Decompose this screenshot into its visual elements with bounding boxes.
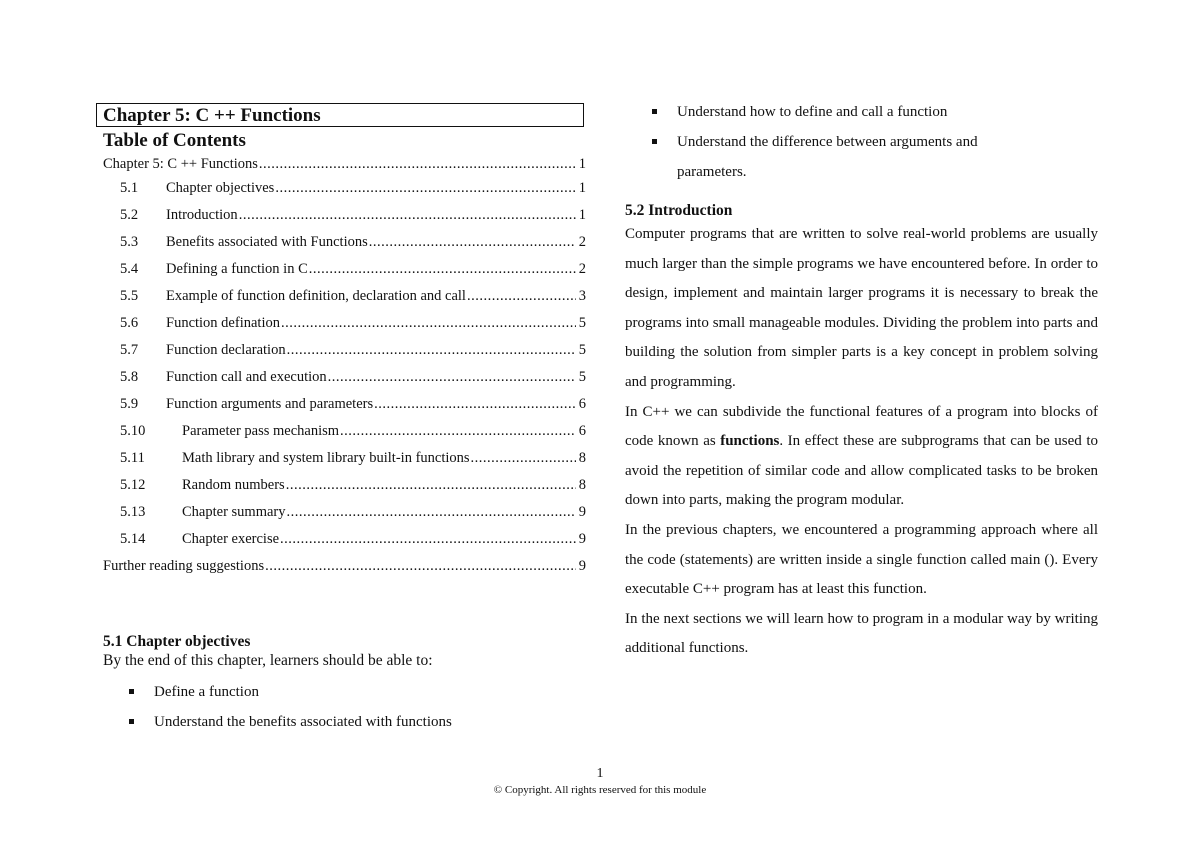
paragraph: [625, 398, 1098, 516]
list-item: [625, 127, 1100, 187]
list-item: [96, 683, 586, 713]
toc-leader: [239, 206, 576, 224]
toc-entry-page: 1: [578, 207, 586, 223]
page-number: 1: [596, 766, 604, 781]
toc-leader: [467, 287, 576, 305]
toc-entry[interactable]: [96, 260, 586, 287]
toc-entry-page: 3: [578, 288, 586, 304]
bullet-square-icon: [129, 719, 134, 724]
toc-leader: [287, 503, 577, 521]
toc-entry[interactable]: [96, 530, 586, 557]
toc-entry-page: 5: [578, 342, 586, 358]
toc-entry-number: 5.4: [120, 261, 139, 277]
toc-entry[interactable]: [96, 179, 586, 206]
toc-leader: [265, 557, 576, 575]
toc-entry-label: Parameter pass mechanism: [182, 423, 340, 439]
toc-entry-number: 5.10: [120, 423, 146, 439]
toc-entry-page: 2: [578, 234, 586, 250]
objectives-intro: By the end of this chapter, learners should be able to:: [103, 652, 433, 669]
toc-leader: [340, 422, 576, 440]
introduction-body: [625, 220, 1098, 664]
toc-leader: [259, 155, 576, 173]
toc-entry[interactable]: [96, 476, 586, 503]
toc-leader: [369, 233, 576, 251]
toc-entry[interactable]: [96, 449, 586, 476]
toc-entry-number: 5.6: [120, 315, 139, 331]
toc-entry-label: Function declaration: [166, 342, 286, 358]
toc-entry-number: 5.2: [120, 207, 139, 223]
toc-entry-page: 6: [578, 396, 586, 412]
toc-leader: [374, 395, 576, 413]
paragraph-text: . In effect these are subprograms that can be used to avoid the repetition of similar code and allow complicated tasks to be broken down into parts, making the program modular.: [625, 433, 1098, 509]
toc-entry[interactable]: [96, 395, 586, 422]
toc-leader: [471, 449, 576, 467]
toc-entry[interactable]: [96, 206, 586, 233]
toc-entry-label: Further reading suggestions: [103, 558, 265, 574]
list-item-text: Understand the benefits associated with functions: [154, 714, 452, 730]
bullet-square-icon: [652, 139, 657, 144]
toc-leader: [286, 476, 576, 494]
paragraph: In the next sections we will learn how to program in a modular way by writing additional functions.: [625, 610, 1098, 657]
paragraph: In the previous chapters, we encountered a programming approach where all the code (statements) are written inside a single function called main (). Every executable C++ program has at least this function.: [625, 521, 1098, 598]
toc-entry-page: 9: [578, 504, 586, 520]
toc-entry-label: Function arguments and parameters: [166, 396, 374, 412]
toc-entry-page: 2: [578, 261, 586, 277]
toc-entry-number: 5.1: [120, 180, 139, 196]
toc-entry-number: 5.3: [120, 234, 139, 250]
toc-title: Table of Contents: [103, 130, 246, 151]
toc-entry-label: Benefits associated with Functions: [166, 234, 368, 250]
toc-entry-number: 5.9: [120, 396, 139, 412]
list-item-text: Define a function: [154, 684, 259, 700]
toc-leader: [280, 530, 576, 548]
paragraph: Computer programs that are written to solve real-world problems are usually much larger than the simple programs we have encountered before. In order to design, implement and maintain larger programs it is necessary to break the programs into small manageable modules. Dividing the problem into parts and building the solution from simpler parts is a key concept in problem solving and programming.: [625, 226, 1098, 390]
toc-entry[interactable]: [96, 155, 586, 179]
toc-entry-label: Chapter objectives: [166, 180, 275, 196]
toc-entry-number: 5.8: [120, 369, 139, 385]
toc-entry-page: 1: [578, 156, 586, 172]
toc-entry[interactable]: [96, 503, 586, 530]
toc-entry-page: 9: [578, 558, 586, 574]
toc-entry[interactable]: [96, 314, 586, 341]
toc-entry[interactable]: [96, 287, 586, 314]
paragraph-text: In C++ we can subdivide the functional features of a program into blocks of code known as: [625, 403, 1098, 450]
toc-entry-label: Defining a function in C: [166, 261, 308, 277]
toc-entry-label: Example of function definition, declaration and call: [166, 288, 466, 304]
toc-entry-label: Chapter summary: [182, 504, 286, 520]
toc-entry[interactable]: [96, 368, 586, 395]
toc-entry-page: 1: [578, 180, 586, 196]
toc-leader: [287, 341, 576, 359]
toc-entry-page: 6: [578, 423, 586, 439]
toc-entry-number: 5.7: [120, 342, 139, 358]
left-column: [96, 103, 586, 730]
toc-entry[interactable]: [96, 422, 586, 449]
toc-entry-page: 5: [578, 315, 586, 331]
objectives-list: [96, 683, 586, 743]
toc-entry-label: Function defination: [166, 315, 280, 331]
toc-entry[interactable]: [96, 233, 586, 260]
toc-entry[interactable]: [96, 557, 586, 581]
toc-entry-label: Chapter exercise: [182, 531, 280, 547]
toc-entry-page: 5: [578, 369, 586, 385]
toc-entry-number: 5.11: [120, 450, 145, 466]
toc-entry-page: 8: [578, 477, 586, 493]
bold-term: functions: [720, 433, 780, 450]
table-of-contents: [96, 155, 586, 581]
toc-entry-page: 9: [578, 531, 586, 547]
bullet-square-icon: [652, 109, 657, 114]
toc-entry-number: 5.5: [120, 288, 139, 304]
toc-entry-number: 5.14: [120, 531, 146, 547]
objectives-heading: 5.1 Chapter objectives: [103, 633, 251, 650]
toc-entry-label: Introduction: [166, 207, 238, 223]
toc-leader: [328, 368, 576, 386]
copyright-notice: © Copyright. All rights reserved for this module: [493, 784, 707, 796]
introduction-heading: 5.2 Introduction: [625, 202, 733, 219]
toc-entry-label: Math library and system library built-in functions: [182, 450, 470, 466]
bullet-square-icon: [129, 689, 134, 694]
toc-leader: [309, 260, 576, 278]
toc-leader: [275, 179, 576, 197]
toc-entry-label: Random numbers: [182, 477, 285, 493]
chapter-title: Chapter 5: C ++ Functions: [96, 103, 584, 127]
toc-entry-page: 8: [578, 450, 586, 466]
list-item-text: Understand the difference between arguments and parameters.: [677, 134, 978, 180]
toc-entry-label: Chapter 5: C ++ Functions: [103, 156, 258, 172]
list-item-text: Understand how to define and call a function: [677, 104, 948, 120]
toc-entry-number: 5.13: [120, 504, 146, 520]
list-item: [96, 713, 586, 743]
toc-entry-number: 5.12: [120, 477, 146, 493]
toc-entry[interactable]: [96, 341, 586, 368]
objectives-list-continued: [625, 103, 1100, 187]
toc-entry-label: Function call and execution: [166, 369, 327, 385]
toc-leader: [281, 314, 576, 332]
